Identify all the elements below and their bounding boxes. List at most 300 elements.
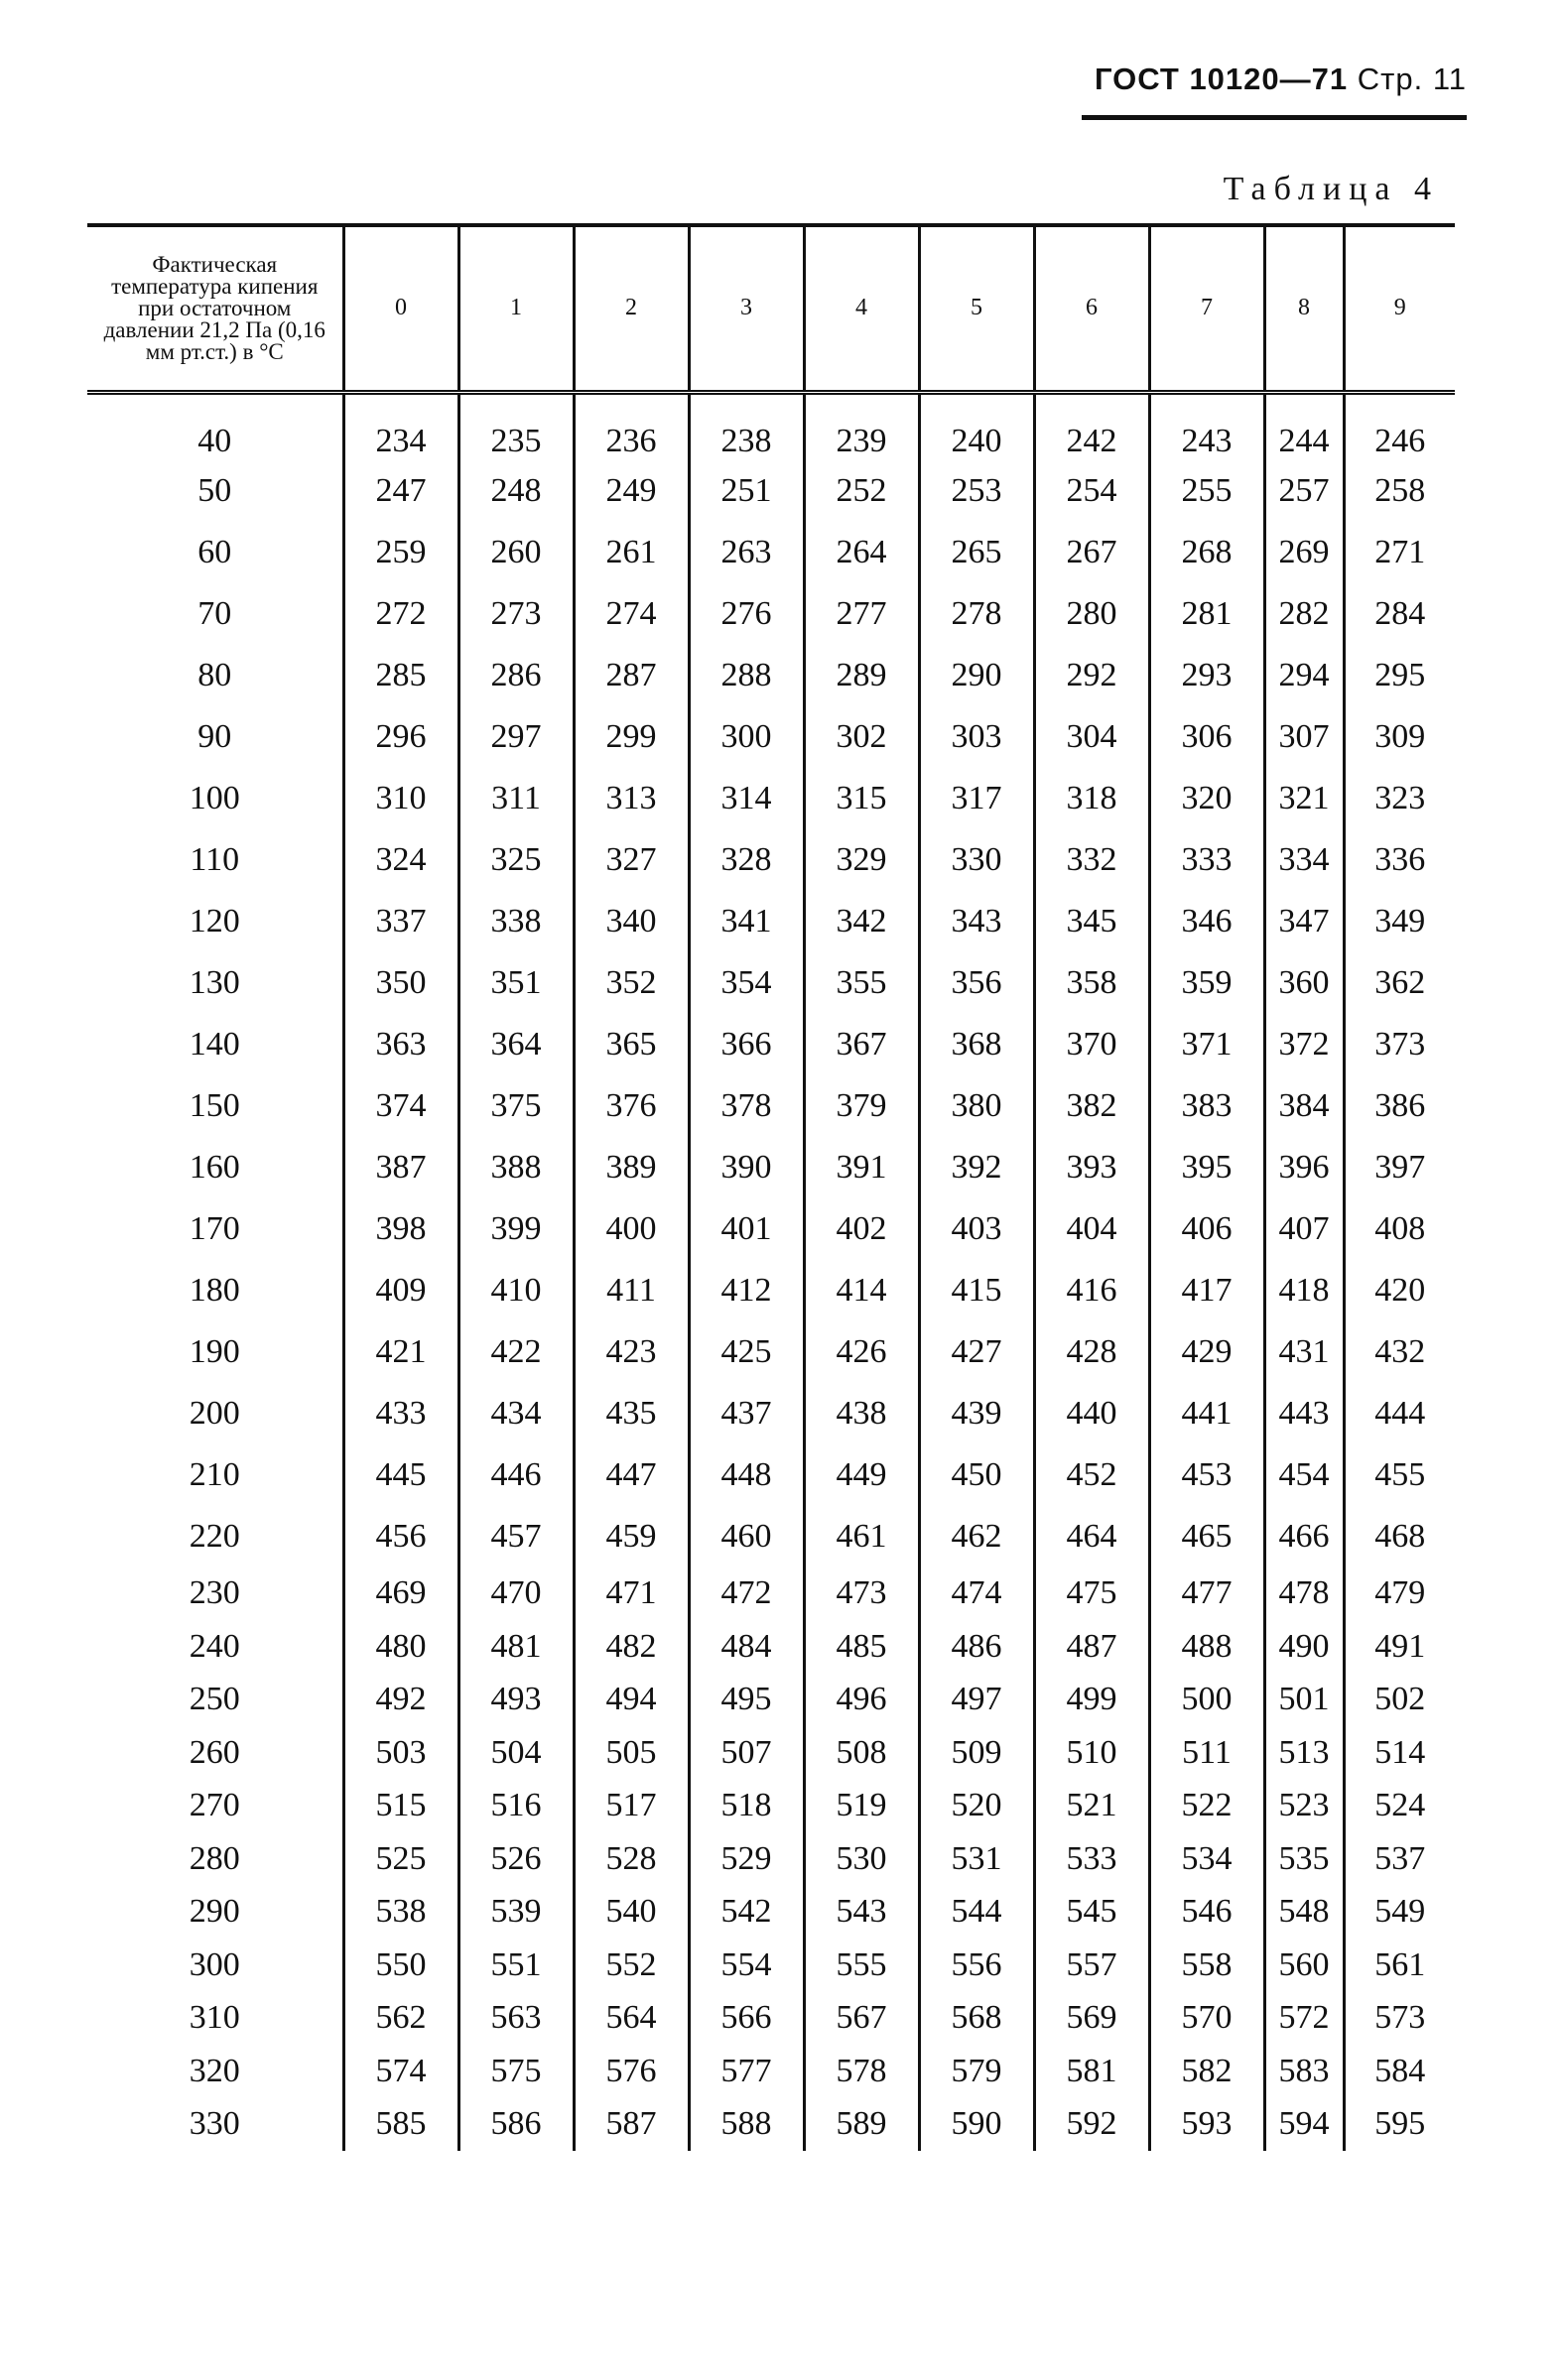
table-cell: 403 xyxy=(919,1198,1034,1260)
row-label: 270 xyxy=(189,1787,240,1824)
row-label: 280 xyxy=(189,1839,240,1877)
table-cell: 583 xyxy=(1264,2045,1344,2098)
table-row xyxy=(87,891,1455,952)
column-header: 0 xyxy=(343,225,458,392)
table-cell: 540 xyxy=(574,1886,689,1940)
table-cell: 588 xyxy=(689,2098,804,2152)
row-label: 180 xyxy=(189,1271,240,1309)
table-cell: 501 xyxy=(1264,1674,1344,1727)
table-cell: 485 xyxy=(804,1620,919,1674)
table-cell: 346 xyxy=(1149,891,1264,952)
table-cell: 530 xyxy=(804,1832,919,1886)
table-cell: 365 xyxy=(574,1014,689,1075)
table-cell: 457 xyxy=(458,1506,574,1567)
table-cell: 459 xyxy=(574,1506,689,1567)
table-cell: 510 xyxy=(1034,1726,1149,1780)
table-cell: 399 xyxy=(458,1198,574,1260)
table-cell: 478 xyxy=(1264,1567,1344,1621)
table-cell: 447 xyxy=(574,1444,689,1506)
table-cell: 265 xyxy=(919,522,1034,583)
table-cell: 549 xyxy=(1344,1886,1455,1940)
table-cell: 402 xyxy=(804,1198,919,1260)
table-row xyxy=(87,1886,1455,1940)
table-cell: 573 xyxy=(1344,1992,1455,2046)
table-row xyxy=(87,2045,1455,2098)
table-cell: 481 xyxy=(458,1620,574,1674)
table-row xyxy=(87,1198,1455,1260)
table-row xyxy=(87,1321,1455,1383)
table-cell: 546 xyxy=(1149,1886,1264,1940)
table-cell: 586 xyxy=(458,2098,574,2152)
table-row xyxy=(87,1137,1455,1198)
table-cell: 464 xyxy=(1034,1506,1149,1567)
table-cell: 551 xyxy=(458,1939,574,1992)
table-row xyxy=(87,1506,1455,1567)
table-cell: 433 xyxy=(343,1383,458,1444)
table-cell: 303 xyxy=(919,706,1034,768)
table-cell: 373 xyxy=(1344,1014,1455,1075)
table-cell: 360 xyxy=(1264,952,1344,1014)
row-label: 110 xyxy=(190,840,240,878)
table-cell: 590 xyxy=(919,2098,1034,2152)
table-cell: 592 xyxy=(1034,2098,1149,2152)
table-cell: 558 xyxy=(1149,1939,1264,1992)
table-cell: 422 xyxy=(458,1321,574,1383)
table-cell: 350 xyxy=(343,952,458,1014)
table-row xyxy=(87,522,1455,583)
table-cell: 428 xyxy=(1034,1321,1149,1383)
column-header: 9 xyxy=(1344,225,1455,392)
table-cell: 328 xyxy=(689,829,804,891)
table-cell: 519 xyxy=(804,1780,919,1833)
table-cell: 258 xyxy=(1344,460,1455,522)
table-cell: 367 xyxy=(804,1014,919,1075)
table-cell: 414 xyxy=(804,1260,919,1321)
table-cell: 397 xyxy=(1344,1137,1455,1198)
table-cell: 236 xyxy=(574,392,689,460)
table-caption: Таблица 4 xyxy=(1223,171,1439,207)
column-header: 4 xyxy=(804,225,919,392)
table-cell: 484 xyxy=(689,1620,804,1674)
column-header: 3 xyxy=(689,225,804,392)
table-cell: 408 xyxy=(1344,1198,1455,1260)
table-cell: 496 xyxy=(804,1674,919,1727)
table-cell: 396 xyxy=(1264,1137,1344,1198)
table-cell: 329 xyxy=(804,829,919,891)
table-cell: 311 xyxy=(458,768,574,829)
table-cell: 248 xyxy=(458,460,574,522)
table-cell: 465 xyxy=(1149,1506,1264,1567)
table-cell: 505 xyxy=(574,1726,689,1780)
table-cell: 482 xyxy=(574,1620,689,1674)
table-cell: 439 xyxy=(919,1383,1034,1444)
table-cell: 304 xyxy=(1034,706,1149,768)
table-cell: 409 xyxy=(343,1260,458,1321)
table-cell: 388 xyxy=(458,1137,574,1198)
table-cell: 264 xyxy=(804,522,919,583)
table-cell: 568 xyxy=(919,1992,1034,2046)
table-cell: 380 xyxy=(919,1075,1034,1137)
table-cell: 272 xyxy=(343,583,458,645)
table-cell: 302 xyxy=(804,706,919,768)
table-row xyxy=(87,1992,1455,2046)
table-cell: 323 xyxy=(1344,768,1455,829)
table-cell: 286 xyxy=(458,645,574,706)
header-rule xyxy=(1082,115,1467,120)
table-cell: 315 xyxy=(804,768,919,829)
table-cell: 445 xyxy=(343,1444,458,1506)
table-cell: 336 xyxy=(1344,829,1455,891)
table-cell: 398 xyxy=(343,1198,458,1260)
table-cell: 327 xyxy=(574,829,689,891)
table-cell: 490 xyxy=(1264,1620,1344,1674)
table-cell: 271 xyxy=(1344,522,1455,583)
table-cell: 470 xyxy=(458,1567,574,1621)
table-cell: 261 xyxy=(574,522,689,583)
table-cell: 342 xyxy=(804,891,919,952)
table-cell: 383 xyxy=(1149,1075,1264,1137)
table-cell: 238 xyxy=(689,392,804,460)
table-body xyxy=(87,392,1455,2151)
table-row xyxy=(87,392,1455,460)
table-cell: 417 xyxy=(1149,1260,1264,1321)
column-header: 8 xyxy=(1264,225,1344,392)
table-cell: 355 xyxy=(804,952,919,1014)
table-cell: 358 xyxy=(1034,952,1149,1014)
table-cell: 520 xyxy=(919,1780,1034,1833)
boiling-point-table xyxy=(87,223,1455,2151)
table-cell: 406 xyxy=(1149,1198,1264,1260)
table-cell: 542 xyxy=(689,1886,804,1940)
table-cell: 441 xyxy=(1149,1383,1264,1444)
table-cell: 259 xyxy=(343,522,458,583)
table-cell: 562 xyxy=(343,1992,458,2046)
row-label: 190 xyxy=(189,1332,240,1370)
table-cell: 455 xyxy=(1344,1444,1455,1506)
table-cell: 521 xyxy=(1034,1780,1149,1833)
table-cell: 410 xyxy=(458,1260,574,1321)
table-cell: 340 xyxy=(574,891,689,952)
table-cell: 534 xyxy=(1149,1832,1264,1886)
table-cell: 526 xyxy=(458,1832,574,1886)
table-cell: 471 xyxy=(574,1567,689,1621)
table-cell: 415 xyxy=(919,1260,1034,1321)
table-cell: 371 xyxy=(1149,1014,1264,1075)
table-row xyxy=(87,1075,1455,1137)
column-header: 2 xyxy=(574,225,689,392)
table-cell: 454 xyxy=(1264,1444,1344,1506)
table-cell: 437 xyxy=(689,1383,804,1444)
table-cell: 278 xyxy=(919,583,1034,645)
table-cell: 529 xyxy=(689,1832,804,1886)
table-cell: 548 xyxy=(1264,1886,1344,1940)
table-cell: 587 xyxy=(574,2098,689,2152)
table-cell: 309 xyxy=(1344,706,1455,768)
table-cell: 460 xyxy=(689,1506,804,1567)
row-label: 230 xyxy=(189,1574,240,1612)
table-cell: 511 xyxy=(1149,1726,1264,1780)
table-cell: 513 xyxy=(1264,1726,1344,1780)
table-cell: 504 xyxy=(458,1726,574,1780)
row-label: 120 xyxy=(189,902,240,939)
table-cell: 452 xyxy=(1034,1444,1149,1506)
table-cell: 391 xyxy=(804,1137,919,1198)
table-row xyxy=(87,1832,1455,1886)
row-label: 220 xyxy=(189,1517,240,1555)
table-cell: 395 xyxy=(1149,1137,1264,1198)
row-label: 100 xyxy=(189,779,240,816)
table-cell: 333 xyxy=(1149,829,1264,891)
table-cell: 287 xyxy=(574,645,689,706)
table-cell: 421 xyxy=(343,1321,458,1383)
table-cell: 318 xyxy=(1034,768,1149,829)
table-cell: 372 xyxy=(1264,1014,1344,1075)
table-cell: 423 xyxy=(574,1321,689,1383)
table-row xyxy=(87,1726,1455,1780)
table-cell: 425 xyxy=(689,1321,804,1383)
table-cell: 285 xyxy=(343,645,458,706)
table-cell: 502 xyxy=(1344,1674,1455,1727)
table-cell: 538 xyxy=(343,1886,458,1940)
table-cell: 276 xyxy=(689,583,804,645)
row-label: 330 xyxy=(189,2105,240,2143)
table-cell: 522 xyxy=(1149,1780,1264,1833)
table-row xyxy=(87,952,1455,1014)
table-cell: 515 xyxy=(343,1780,458,1833)
table-cell: 477 xyxy=(1149,1567,1264,1621)
table-cell: 503 xyxy=(343,1726,458,1780)
table-cell: 523 xyxy=(1264,1780,1344,1833)
row-label: 80 xyxy=(197,656,232,693)
table-cell: 235 xyxy=(458,392,574,460)
table-cell: 585 xyxy=(343,2098,458,2152)
table-cell: 294 xyxy=(1264,645,1344,706)
column-header: 7 xyxy=(1149,225,1264,392)
table-row xyxy=(87,1014,1455,1075)
table-cell: 550 xyxy=(343,1939,458,1992)
table-cell: 461 xyxy=(804,1506,919,1567)
table-cell: 251 xyxy=(689,460,804,522)
table-row xyxy=(87,706,1455,768)
table-cell: 589 xyxy=(804,2098,919,2152)
table-cell: 577 xyxy=(689,2045,804,2098)
table-cell: 243 xyxy=(1149,392,1264,460)
table-cell: 486 xyxy=(919,1620,1034,1674)
table-cell: 407 xyxy=(1264,1198,1344,1260)
table-cell: 386 xyxy=(1344,1075,1455,1137)
table-cell: 581 xyxy=(1034,2045,1149,2098)
table-row xyxy=(87,645,1455,706)
page-header xyxy=(1082,62,1467,97)
table-cell: 234 xyxy=(343,392,458,460)
table-cell: 488 xyxy=(1149,1620,1264,1674)
row-label: 290 xyxy=(189,1893,240,1931)
table-cell: 252 xyxy=(804,460,919,522)
table-cell: 507 xyxy=(689,1726,804,1780)
column-header: 5 xyxy=(919,225,1034,392)
table-cell: 431 xyxy=(1264,1321,1344,1383)
table-cell: 473 xyxy=(804,1567,919,1621)
table-cell: 453 xyxy=(1149,1444,1264,1506)
table-cell: 306 xyxy=(1149,706,1264,768)
table-cell: 533 xyxy=(1034,1832,1149,1886)
table-row xyxy=(87,460,1455,522)
row-label: 320 xyxy=(189,2052,240,2089)
table-cell: 434 xyxy=(458,1383,574,1444)
table-row xyxy=(87,1620,1455,1674)
table-cell: 497 xyxy=(919,1674,1034,1727)
table-cell: 277 xyxy=(804,583,919,645)
table-cell: 543 xyxy=(804,1886,919,1940)
table-cell: 338 xyxy=(458,891,574,952)
table-cell: 420 xyxy=(1344,1260,1455,1321)
table-cell: 240 xyxy=(919,392,1034,460)
row-label: 160 xyxy=(189,1148,240,1186)
table-cell: 516 xyxy=(458,1780,574,1833)
table-cell: 246 xyxy=(1344,392,1455,460)
table-cell: 480 xyxy=(343,1620,458,1674)
table-cell: 539 xyxy=(458,1886,574,1940)
row-label: 310 xyxy=(189,1999,240,2037)
table-cell: 500 xyxy=(1149,1674,1264,1727)
table-cell: 393 xyxy=(1034,1137,1149,1198)
table-cell: 368 xyxy=(919,1014,1034,1075)
table-cell: 332 xyxy=(1034,829,1149,891)
table-cell: 330 xyxy=(919,829,1034,891)
table-row xyxy=(87,1567,1455,1621)
table-cell: 491 xyxy=(1344,1620,1455,1674)
table-cell: 334 xyxy=(1264,829,1344,891)
table-cell: 456 xyxy=(343,1506,458,1567)
table-row xyxy=(87,1780,1455,1833)
table-row xyxy=(87,829,1455,891)
table-cell: 524 xyxy=(1344,1780,1455,1833)
table-cell: 307 xyxy=(1264,706,1344,768)
table-cell: 579 xyxy=(919,2045,1034,2098)
table-cell: 531 xyxy=(919,1832,1034,1886)
table-cell: 554 xyxy=(689,1939,804,1992)
table-cell: 427 xyxy=(919,1321,1034,1383)
table-cell: 362 xyxy=(1344,952,1455,1014)
table-cell: 325 xyxy=(458,829,574,891)
table-cell: 569 xyxy=(1034,1992,1149,2046)
table-cell: 351 xyxy=(458,952,574,1014)
table-cell: 375 xyxy=(458,1075,574,1137)
table-cell: 239 xyxy=(804,392,919,460)
table-cell: 412 xyxy=(689,1260,804,1321)
stub-header: Фактическая температура кипения при остаточном давлении 21,2 Па (0,16 мм рт.ст.) в °С xyxy=(87,225,343,392)
table-cell: 593 xyxy=(1149,2098,1264,2152)
table-cell: 389 xyxy=(574,1137,689,1198)
table-cell: 349 xyxy=(1344,891,1455,952)
table-cell: 528 xyxy=(574,1832,689,1886)
table-cell: 446 xyxy=(458,1444,574,1506)
table-cell: 364 xyxy=(458,1014,574,1075)
row-label: 50 xyxy=(197,471,232,509)
table-cell: 438 xyxy=(804,1383,919,1444)
table-cell: 518 xyxy=(689,1780,804,1833)
table-cell: 300 xyxy=(689,706,804,768)
table-cell: 379 xyxy=(804,1075,919,1137)
table-cell: 508 xyxy=(804,1726,919,1780)
table-cell: 575 xyxy=(458,2045,574,2098)
table-cell: 359 xyxy=(1149,952,1264,1014)
page-number: Стр. 11 xyxy=(1357,62,1467,96)
data-table-container xyxy=(87,223,1455,2151)
table-cell: 401 xyxy=(689,1198,804,1260)
table-cell: 249 xyxy=(574,460,689,522)
table-cell: 564 xyxy=(574,1992,689,2046)
table-cell: 289 xyxy=(804,645,919,706)
table-cell: 545 xyxy=(1034,1886,1149,1940)
table-cell: 567 xyxy=(804,1992,919,2046)
table-cell: 400 xyxy=(574,1198,689,1260)
table-cell: 356 xyxy=(919,952,1034,1014)
table-cell: 257 xyxy=(1264,460,1344,522)
table-cell: 411 xyxy=(574,1260,689,1321)
table-cell: 352 xyxy=(574,952,689,1014)
table-cell: 443 xyxy=(1264,1383,1344,1444)
row-label: 70 xyxy=(197,594,232,632)
table-cell: 525 xyxy=(343,1832,458,1886)
table-cell: 295 xyxy=(1344,645,1455,706)
table-cell: 253 xyxy=(919,460,1034,522)
row-label: 60 xyxy=(197,533,232,570)
table-cell: 572 xyxy=(1264,1992,1344,2046)
table-cell: 254 xyxy=(1034,460,1149,522)
row-label: 150 xyxy=(189,1086,240,1124)
table-cell: 493 xyxy=(458,1674,574,1727)
table-cell: 320 xyxy=(1149,768,1264,829)
table-cell: 293 xyxy=(1149,645,1264,706)
table-cell: 321 xyxy=(1264,768,1344,829)
table-cell: 370 xyxy=(1034,1014,1149,1075)
standard-number: ГОСТ 10120—71 xyxy=(1095,62,1349,96)
table-cell: 354 xyxy=(689,952,804,1014)
table-row xyxy=(87,768,1455,829)
table-cell: 432 xyxy=(1344,1321,1455,1383)
table-cell: 556 xyxy=(919,1939,1034,1992)
table-cell: 570 xyxy=(1149,1992,1264,2046)
table-cell: 449 xyxy=(804,1444,919,1506)
table-cell: 317 xyxy=(919,768,1034,829)
table-cell: 426 xyxy=(804,1321,919,1383)
table-cell: 563 xyxy=(458,1992,574,2046)
table-cell: 560 xyxy=(1264,1939,1344,1992)
row-label: 170 xyxy=(189,1209,240,1247)
row-label: 300 xyxy=(189,1945,240,1983)
row-label: 130 xyxy=(189,963,240,1001)
table-cell: 404 xyxy=(1034,1198,1149,1260)
table-header-row xyxy=(87,225,1455,392)
table-cell: 466 xyxy=(1264,1506,1344,1567)
table-cell: 390 xyxy=(689,1137,804,1198)
table-cell: 435 xyxy=(574,1383,689,1444)
table-cell: 292 xyxy=(1034,645,1149,706)
row-label: 200 xyxy=(189,1394,240,1432)
table-cell: 514 xyxy=(1344,1726,1455,1780)
table-cell: 418 xyxy=(1264,1260,1344,1321)
table-cell: 280 xyxy=(1034,583,1149,645)
table-cell: 537 xyxy=(1344,1832,1455,1886)
table-cell: 345 xyxy=(1034,891,1149,952)
table-cell: 267 xyxy=(1034,522,1149,583)
table-cell: 290 xyxy=(919,645,1034,706)
row-label: 40 xyxy=(197,422,232,459)
table-row xyxy=(87,1674,1455,1727)
table-cell: 382 xyxy=(1034,1075,1149,1137)
table-cell: 268 xyxy=(1149,522,1264,583)
